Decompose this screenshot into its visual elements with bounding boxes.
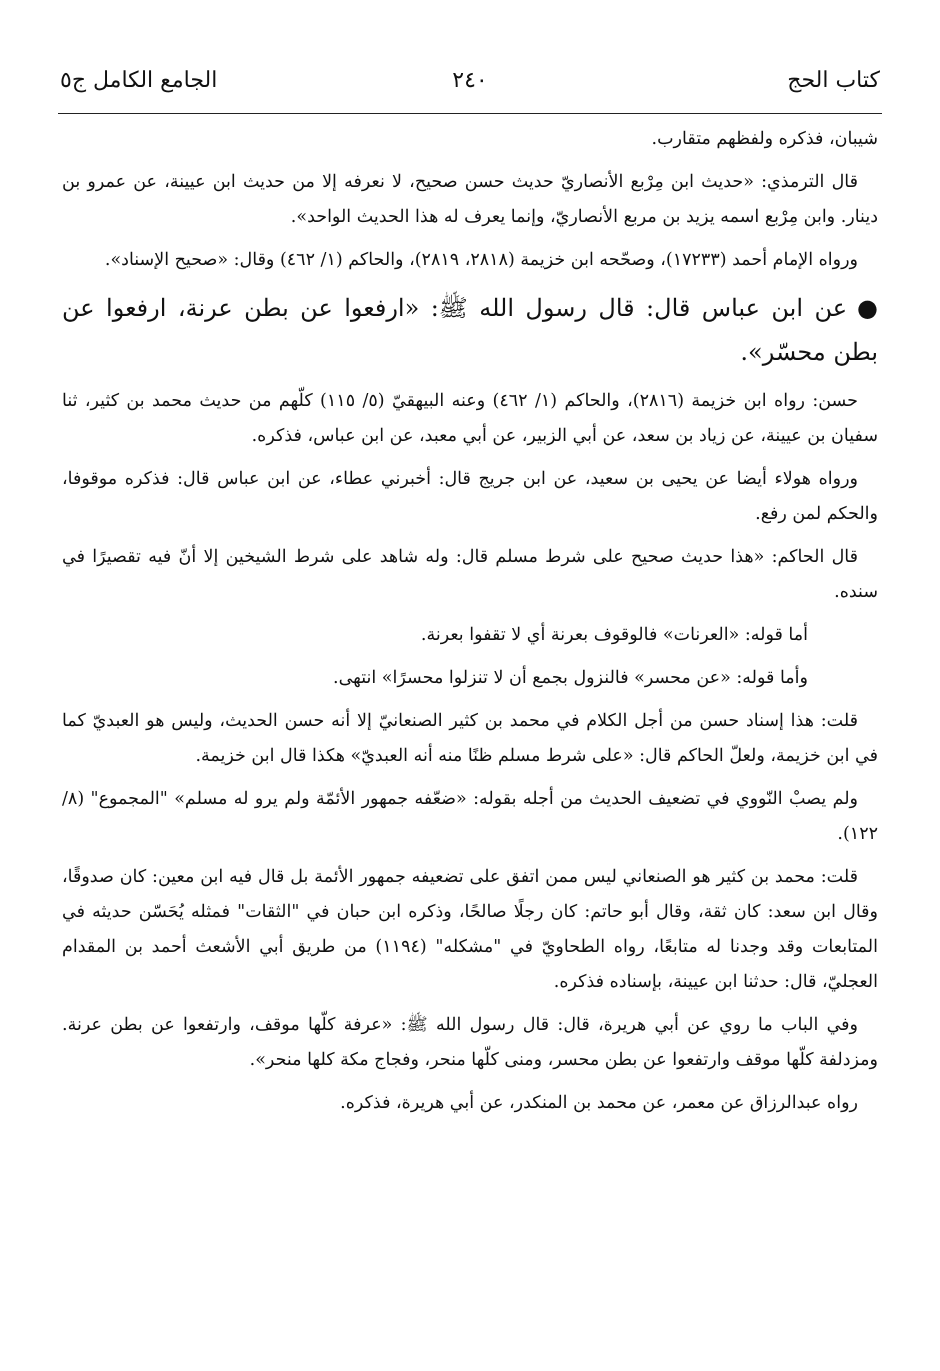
paragraph-10: قلت: هذا إسناد حسن من أجل الكلام في محمد بن كثير الصنعانيّ إلا أنه حسن الحديث، وليس هو العبديّ كما في ابن خزيمة، ولعلّ الحاكم قال: «على شرط مسلم ظنًا منه أنه العبديّ» هكذا قال ابن خزيمة. — [62, 711, 878, 766]
header-volume-title: الجامع الكامل ج٥ — [60, 67, 218, 93]
paragraph-1: شيبان، فذكره ولفظهم متقارب. — [651, 129, 878, 149]
paragraph-6: ورواه هولاء أيضا عن يحيى بن سعيد، عن ابن جريج قال: أخبرني عطاء، عن ابن عباس قال: فذكره موقوفا، والحكم لمن رفع. — [62, 469, 878, 524]
page-header — [60, 60, 880, 100]
paragraph-5: حسن: رواه ابن خزيمة (٢٨١٦)، والحاكم (١/ ٤٦٢) وعنه البيهقيّ (٥/ ١١٥) كلّهم من حديث محمد بن كثير، ثنا سفيان بن عيينة، عن زياد بن سعد، عن أبي الزبير، عن أبي معبد، عن ابن عباس، فذكره. — [62, 391, 878, 446]
paragraph-12: قلت: محمد بن كثير هو الصنعاني ليس ممن اتفق على تضعيفه جمهور الأئمة بل قال فيه ابن معين: كان صدوقًا، وقال ابن سعد: كان ثقة، وقال أبو حاتم: كان رجلًا صالحًا، وذكره ابن حبان في "الثقات" فمثله يُحَسّن حديثه في المتابعات وقد وجدنا له متابعًا، رواه الطحاويّ في "مشكله" (١١٩٤) من طريق أبي الأشعث أحمد بن المقدام العجليّ، قال: حدثنا ابن عيينة، بإسناده فذكره. — [62, 867, 878, 992]
header-rule — [58, 113, 882, 114]
page-number: ٢٤٠ — [452, 67, 488, 93]
paragraph-8: أما قوله: «العرنات» فالوقوف بعرنة أي لا تقفوا بعرنة. — [420, 625, 808, 645]
header-book-title: كتاب الحج — [787, 67, 880, 93]
paragraph-14: رواه عبدالرزاق عن معمر، عن محمد بن المنكدر، عن أبي هريرة، فذكره. — [340, 1093, 858, 1113]
paragraph-13: وفي الباب ما روي عن أبي هريرة، قال: قال رسول الله ﷺ: «عرفة كلّها موقف، وارتفعوا عن بطن عرنة. ومزدلفة كلّها موقف وارتفعوا عن بطن محسر، ومنى كلّها منحر، وفجاج مكة كلها منحر». — [62, 1015, 878, 1070]
hadith-text — [62, 286, 878, 374]
paragraph-7: قال الحاكم: «هذا حديث صحيح على شرط مسلم قال: وله شاهد على شرط الشيخين إلا أنّ فيه تقصيرًا في سنده. — [62, 547, 878, 602]
page-body — [62, 122, 878, 1129]
paragraph-9: وأما قوله: «عن محسر» فالنزول بجمع أن لا تنزلوا محسرًا» انتهى. — [333, 668, 808, 688]
paragraph-2: قال الترمذي: «حديث ابن مِرْبع الأنصاريّ حديث حسن صحيح، لا نعرفه إلا من حديث ابن عيينة، عن عمرو بن دينار. وابن مِرْبع اسمه يزيد بن مربع الأنصاريّ، وإنما يعرف له هذا الحديث الواحد». — [62, 172, 878, 227]
paragraph-11: ولم يصبْ النّووي في تضعيف الحديث من أجله بقوله: «ضعّفه جمهور الأئمّة ولم يرو له مسلم» "المجموع" (٨/ ١٢٢). — [62, 789, 878, 844]
paragraph-3: ورواه الإمام أحمد (١٧٢٣٣)، وصحّحه ابن خزيمة (٢٨١٨، ٢٨١٩)، والحاكم (١/ ٤٦٢) وقال: «صحيح الإسناد». — [104, 250, 858, 270]
hadith-body: عن ابن عباس قال: قال رسول الله ﷺ: «ارفعوا عن بطن عرنة، ارفعوا عن بطن محسّر». — [62, 294, 878, 366]
bullet-icon: ● — [857, 294, 878, 322]
